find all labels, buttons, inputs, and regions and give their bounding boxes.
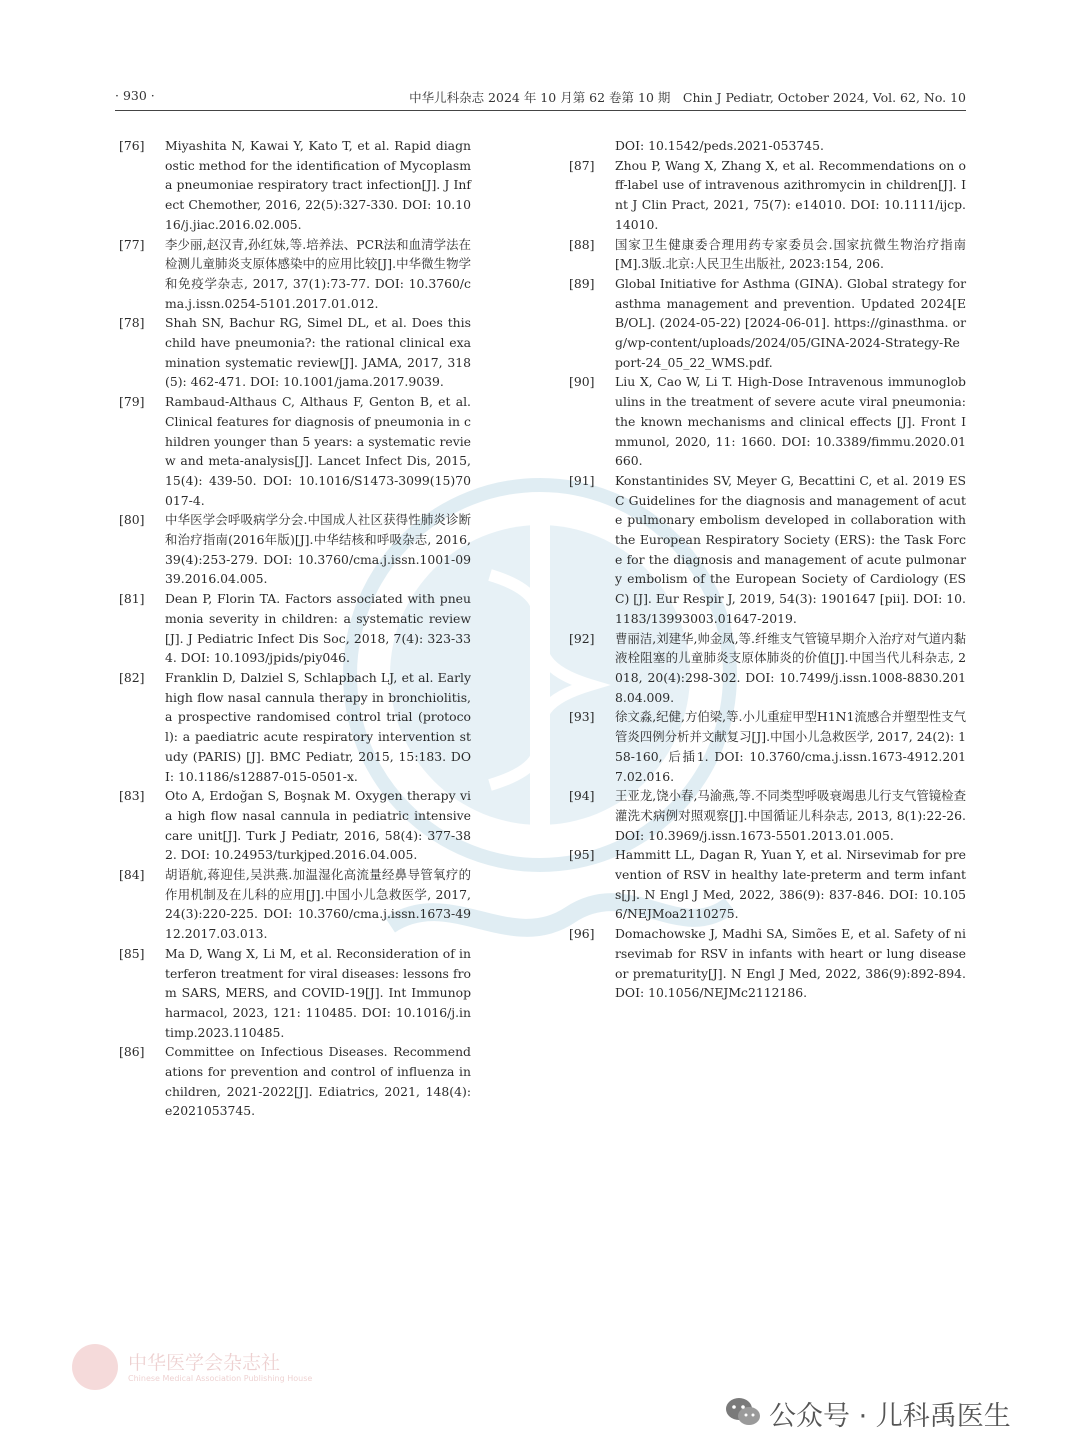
reference-text: Committee on Infectious Diseases. Recommendations for prevention and control of influenza in children, 2021-2022[J]. Ediatrics, 2021, 148(4): e2021053745. bbox=[165, 1044, 471, 1119]
reference-item bbox=[569, 372, 966, 471]
reference-number: [83] bbox=[119, 788, 145, 804]
reference-item bbox=[119, 786, 471, 865]
reference-text: 曹丽洁,刘建华,帅金凤,等.纤维支气管镜早期介入治疗对气道内黏液栓阻塞的儿童肺炎支原体肺炎的价值[J].中国当代儿科杂志, 2018, 20(4):298-302. DOI: 10.7499/j.issn.1008-8830.2018.04.009. bbox=[615, 630, 966, 705]
reference-text: 中华医学会呼吸病学分会.中国成人社区获得性肺炎诊断和治疗指南(2016年版)[J].中华结核和呼吸杂志, 2016, 39(4):253-279. DOI: 10.3760/cma.j.issn.1001-0939.2016.04.005. bbox=[165, 512, 471, 587]
reference-item bbox=[569, 786, 966, 845]
reference-number: [82] bbox=[119, 669, 145, 685]
reference-number: [78] bbox=[119, 315, 145, 331]
references-right-column bbox=[569, 136, 966, 1003]
reference-item bbox=[119, 865, 471, 944]
reference-text: Global Initiative for Asthma (GINA). Global strategy for asthma management and prevention. Updated 2024[EB/OL]. (2024-05-22) [2024-06-01]. https://ginasthma. org/wp-content/uploads/2024/05/GINA-2024-Strategy-Report-24_05_22_WMS.pdf. bbox=[615, 275, 966, 370]
reference-number: [96] bbox=[569, 926, 595, 942]
reference-text: Dean P, Florin TA. Factors associated with pneumonia severity in children: a systematic review[J]. J Pediatric Infect Dis Soc, 2018, 7(4): 323-334. DOI: 10.1093/jpids/piy046. bbox=[165, 591, 471, 666]
reference-text: Rambaud-Althaus C, Althaus F, Genton B, et al. Clinical features for diagnosis of pneumonia in children younger than 5 years: a systematic review and meta-analysis[J]. Lancet Infect Dis, 2015, 15(4): 439-50. DOI: 10.1016/S1473-3099(15)70017-4. bbox=[165, 394, 471, 508]
reference-item bbox=[569, 274, 966, 373]
reference-text: Shah SN, Bachur RG, Simel DL, et al. Does this child have pneumonia?: the rational clinical examination systematic review[J]. JAMA, 2017, 318(5): 462-471. DOI: 10.1001/jama.2017.9039. bbox=[165, 315, 471, 390]
reference-text: DOI: 10.1542/peds.2021-053745. bbox=[615, 138, 824, 153]
reference-number: [92] bbox=[569, 630, 595, 646]
publisher-logo bbox=[72, 1342, 492, 1392]
header-divider bbox=[115, 110, 966, 111]
journal-citation: 中华儿科杂志 2024 年 10 月第 62 卷第 10 期 Chin J Pediatr, October 2024, Vol. 62, No. 10 bbox=[409, 90, 966, 105]
reference-item bbox=[569, 471, 966, 629]
reference-number: [76] bbox=[119, 138, 145, 153]
reference-text: Konstantinides SV, Meyer G, Becattini C, et al. 2019 ESC Guidelines for the diagnosis and management of acute pulmonary embolism developed in collaboration with the European Respiratory Society (ERS): the Task Force for the diagnosis and management of acute pulmonary embolism of the European Society of Cardiology (ESC) [J]. Eur Respir J, 2019, 54(3): 1901647 [pii]. DOI: 10.1183/13993003.01647-2019. bbox=[615, 472, 966, 626]
reference-item bbox=[569, 707, 966, 786]
publisher-name-en: Chinese Medical Association Publishing House bbox=[128, 1374, 313, 1383]
reference-text: Miyashita N, Kawai Y, Kato T, et al. Rapid diagnostic method for the identification of Mycoplasma pneumoniae respiratory tract infection[J]. J Infect Chemother, 2016, 22(5):327-330. DOI: 10.1016/j.jiac.2016.02.005. bbox=[165, 138, 471, 232]
reference-item bbox=[569, 845, 966, 924]
reference-item bbox=[569, 235, 966, 274]
page-number: · 930 · bbox=[115, 88, 155, 103]
reference-text: Domachowske J, Madhi SA, Simões E, et al. Safety of nirsevimab for RSV in infants with heart or lung disease or prematurity[J]. N Engl J Med, 2022, 386(9):892-894. DOI: 10.1056/NEJMc2112186. bbox=[615, 926, 966, 1001]
reference-number: [79] bbox=[119, 394, 145, 410]
reference-item bbox=[569, 156, 966, 235]
wechat-icon bbox=[725, 1396, 761, 1428]
reference-item bbox=[569, 629, 966, 708]
reference-text: Hammitt LL, Dagan R, Yuan Y, et al. Nirsevimab for prevention of RSV in healthy late-preterm and term infants[J]. N Engl J Med, 2022, 386(9): 837-846. DOI: 10.1056/NEJMoa2110275. bbox=[615, 847, 966, 922]
reference-number: [91] bbox=[569, 472, 595, 488]
reference-text: Liu X, Cao W, Li T. High-Dose Intravenous immunoglobulins in the treatment of severe acute viral pneumonia: the known mechanisms and clinical effects [J]. Front Immunol, 2020, 11: 1660. DOI: 10.3389/fimmu.2020.01660. bbox=[615, 374, 966, 469]
reference-text: 徐文淼,纪健,方伯梁,等.小儿重症甲型H1N1流感合并塑型性支气管炎四例分析并文献复习[J].中国小儿急救医学, 2017, 24(2): 158-160, 后插1. DOI: 10.3760/cma.j.issn.1673-4912.2017.02.016. bbox=[615, 709, 966, 784]
reference-item bbox=[119, 392, 471, 510]
reference-text: 王亚龙,饶小春,马渝燕,等.不同类型呼吸衰竭患儿行支气管镜检查灌洗术病例对照观察[J].中国循证儿科杂志, 2013, 8(1):22-26. DOI: 10.3969/j.issn.1673-5501.2013.01.005. bbox=[615, 788, 966, 843]
publisher-seal-icon bbox=[72, 1344, 118, 1390]
reference-number: [87] bbox=[569, 157, 595, 173]
reference-item bbox=[119, 510, 471, 589]
reference-item bbox=[119, 136, 471, 235]
reference-text: Oto A, Erdoğan S, Boşnak M. Oxygen therapy via high flow nasal cannula in pediatric intensive care unit[J]. Turk J Pediatr, 2016, 58(4): 377-382. DOI: 10.24953/turkjped.2016.04.005. bbox=[165, 788, 471, 863]
reference-text: Franklin D, Dalziel S, Schlapbach LJ, et al. Early high flow nasal cannula therapy in bronchiolitis, a prospective randomised control trial (protocol): a paediatric acute respiratory intervention study (PARIS) [J]. BMC Pediatr, 2015, 15:183. DOI: 10.1186/s12887-015-0501-x. bbox=[165, 669, 471, 784]
running-header bbox=[115, 88, 966, 108]
reference-number: [86] bbox=[119, 1044, 145, 1060]
reference-item bbox=[119, 944, 471, 1043]
wechat-account-name: 公众号 · 儿科禹医生 bbox=[769, 1401, 1011, 1432]
reference-number: [85] bbox=[119, 945, 145, 961]
reference-item bbox=[569, 924, 966, 1003]
reference-item bbox=[119, 1042, 471, 1121]
references-left-column bbox=[119, 136, 471, 1121]
reference-number: [89] bbox=[569, 275, 595, 291]
reference-text: Zhou P, Wang X, Zhang X, et al. Recommendations on off-label use of intravenous azithromycin in children[J]. Int J Clin Pract, 2021, 75(7): e14010. DOI: 10.1111/ijcp.14010. bbox=[615, 157, 966, 232]
reference-item bbox=[119, 589, 471, 668]
reference-number: [80] bbox=[119, 512, 145, 528]
reference-number: [94] bbox=[569, 788, 595, 804]
reference-text: 胡语航,蒋迎佳,吴洪燕.加温湿化高流量经鼻导管氧疗的作用机制及在儿科的应用[J].中国小儿急救医学, 2017, 24(3):220-225. DOI: 10.3760/cma.j.issn.1673-4912.2017.03.013. bbox=[165, 867, 471, 942]
reference-text: 国家卫生健康委合理用药专家委员会.国家抗微生物治疗指南[M].3版.北京:人民卫生出版社, 2023:154, 206. bbox=[615, 236, 966, 272]
reference-number: [84] bbox=[119, 867, 145, 883]
reference-number: [81] bbox=[119, 591, 145, 607]
reference-item bbox=[119, 235, 471, 314]
reference-item bbox=[119, 313, 471, 392]
reference-number: [93] bbox=[569, 709, 595, 725]
publisher-name: 中华医学会杂志社 bbox=[128, 1352, 281, 1374]
reference-text: 李少丽,赵汉青,孙红妹,等.培养法、PCR法和血清学法在检测儿童肺炎支原体感染中的应用比较[J].中华微生物学和免疫学杂志, 2017, 37(1):73-77. DOI: 10.3760/cma.j.issn.0254-5101.2017.01.012. bbox=[165, 236, 471, 311]
reference-number: [90] bbox=[569, 374, 595, 390]
reference-number: [95] bbox=[569, 847, 595, 863]
reference-text: Ma D, Wang X, Li M, et al. Reconsideration of interferon treatment for viral diseases: lessons from SARS, MERS, and COVID-19[J]. Int Immunopharmacol, 2023, 121: 110485. DOI: 10.1016/j.intimp.2023.110485. bbox=[165, 945, 471, 1040]
reference-item bbox=[119, 668, 471, 786]
reference-number: [88] bbox=[569, 236, 595, 252]
reference-continuation bbox=[569, 136, 966, 156]
wechat-account[interactable] bbox=[725, 1394, 1055, 1434]
reference-number: [77] bbox=[119, 236, 145, 252]
